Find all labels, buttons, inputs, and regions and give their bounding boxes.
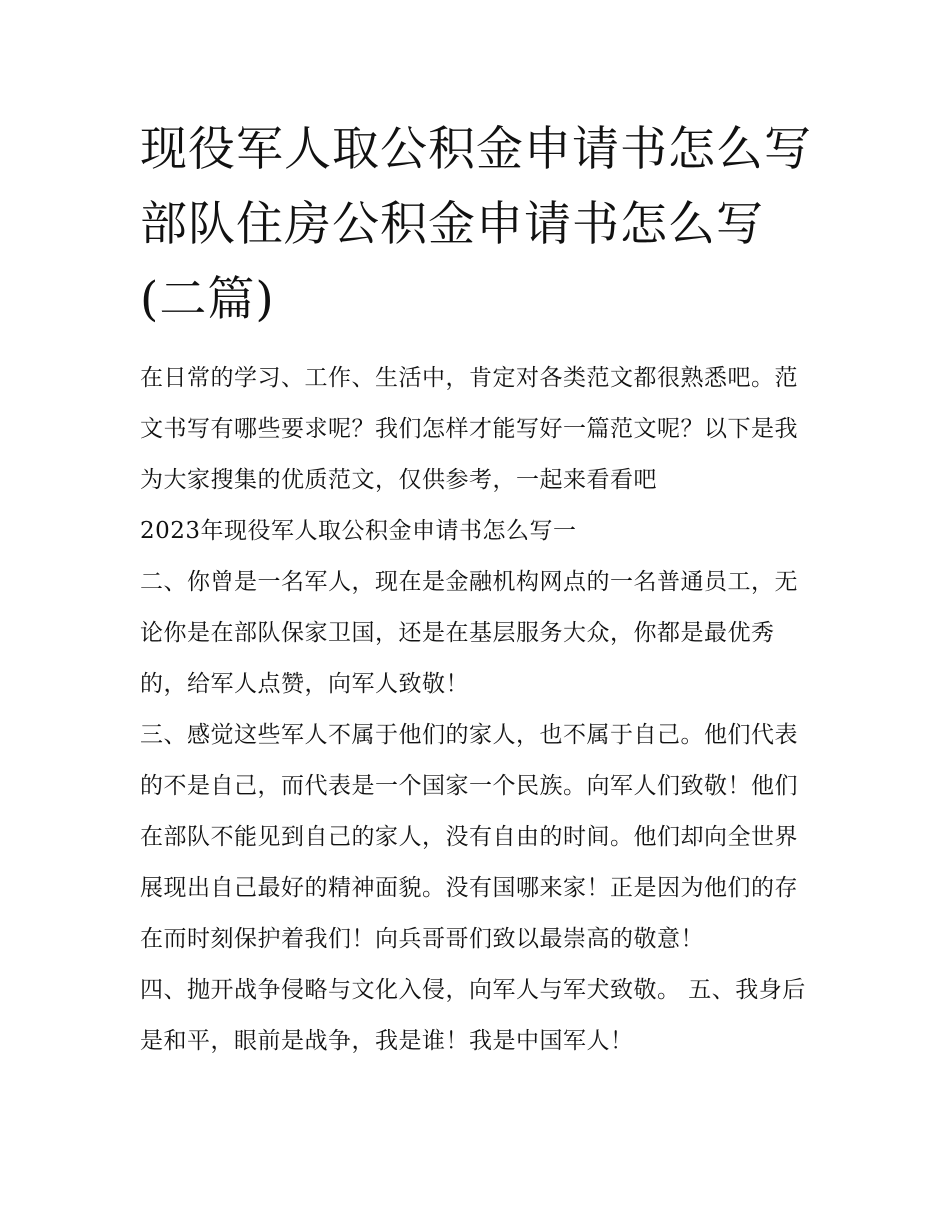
document-page (140, 112, 820, 1067)
document-body (140, 353, 820, 1067)
intro-paragraph: 在日常的学习、工作、生活中，肯定对各类范文都很熟悉吧。范文书写有哪些要求呢？我们怎样才能写好一篇范文呢？以下是我为大家搜集的优质范文，仅供参考，一起来看看吧 (140, 365, 798, 493)
document-title: 现役军人取公积金申请书怎么写 部队住房公积金申请书怎么写(二篇) (140, 122, 812, 327)
section-heading: 2023年现役军人取公积金申请书怎么写一 (140, 518, 577, 544)
paragraph-four-five: 四、抛开战争侵略与文化入侵，向军人与军犬致敬。 五、我身后是和平，眼前是战争，我是谁！我是中国军人！ (140, 977, 806, 1054)
paragraph-three: 三、感觉这些军人不属于他们的家人，也不属于自己。他们代表的不是自己，而代表是一个国家一个民族。向军人们致敬！他们在部队不能见到自己的家人，没有自由的时间。他们却向全世界展现出自己最好的精神面貌。没有国哪来家！正是因为他们的存在而时刻保护着我们！向兵哥哥们致以最崇高的敬意！ (140, 722, 798, 952)
paragraph-two: 二、你曾是一名军人，现在是金融机构网点的一名普通员工，无论你是在部队保家卫国，还是在基层服务大众，你都是最优秀的，给军人点赞，向军人致敬！ (140, 569, 798, 697)
